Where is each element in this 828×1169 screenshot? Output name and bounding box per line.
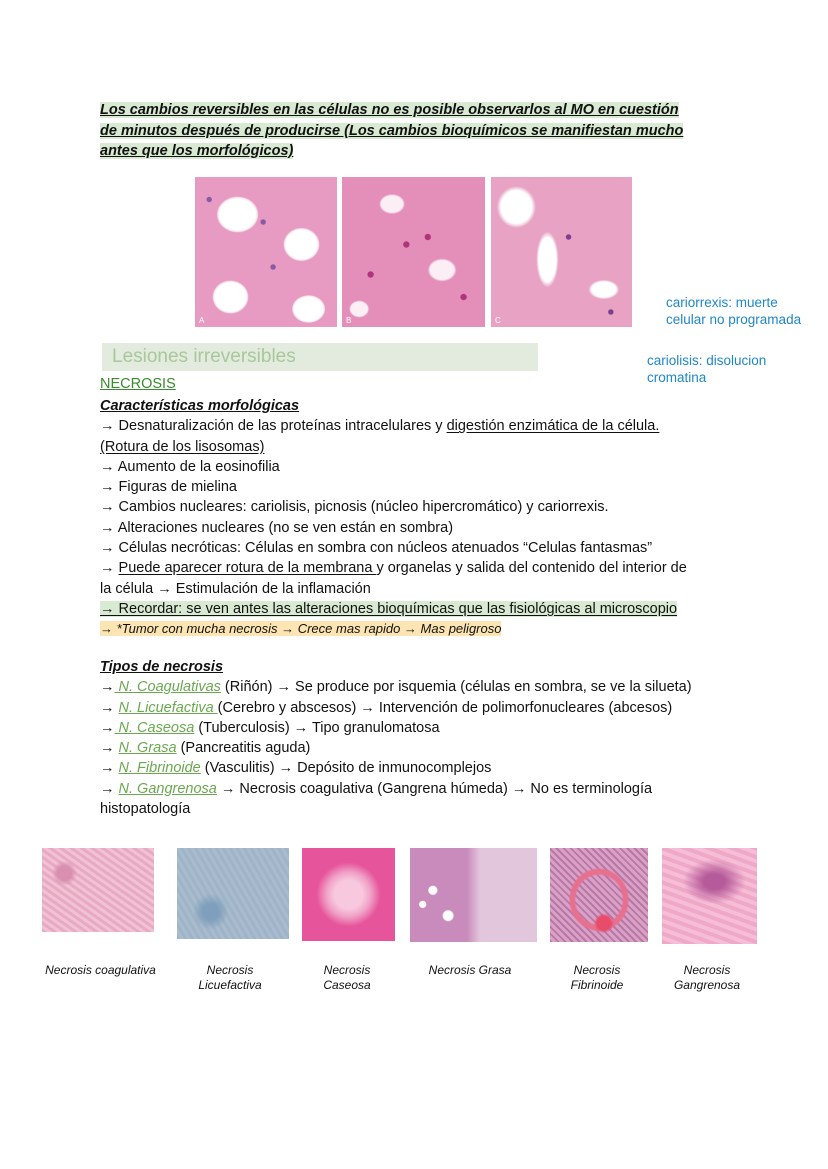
side-note-cariorrexis: cariorrexis: muerte celular no programada [666, 295, 802, 327]
intro-line-1: Los cambios reversibles en las células no es posible observarlos al MO en cuestión [100, 102, 679, 118]
list-item: → Figuras de mielina [100, 479, 237, 496]
thumbnail-gangrenosa [662, 848, 757, 944]
list-item-recordar: → Recordar: se ven antes las alteraciones bioquímicas que las fisiológicas al microscopio [100, 600, 678, 617]
section-heading-lesiones-irreversibles: Lesiones irreversibles [102, 343, 538, 371]
caption-gangrenosa: Necrosis Gangrenosa [673, 963, 741, 992]
list-item: → N. Caseosa (Tuberculosis) → Tipo granulomatosa [100, 719, 440, 736]
caption-coagulativa: Necrosis coagulativa [45, 963, 156, 977]
histology-panel-b [342, 177, 485, 327]
thumbnail-grasa [410, 848, 537, 942]
histology-panel-a [195, 177, 337, 327]
list-item: → N. Fibrinoide (Vasculitis) → Depósito de inmunocomplejos [100, 760, 492, 777]
panel-label-a: A [199, 316, 205, 325]
list-item: la célula → Estimulación de la inflamación [100, 580, 371, 597]
link-licuefactiva[interactable]: N. Licuefactiva [118, 699, 218, 716]
list-item: → N. Coagulativas (Riñón) → Se produce por isquemia (células en sombra, se ve la silueta) [100, 679, 692, 696]
tipos-section [100, 657, 740, 819]
list-item: → Alteraciones nucleares (no se ven están en sombra) [100, 519, 454, 536]
link-caseosa[interactable]: N. Caseosa [114, 719, 195, 736]
caption-grasa: Necrosis Grasa [428, 963, 512, 977]
caracteristicas-section [100, 396, 740, 640]
intro-line-3: antes que los morfológicos) [100, 143, 294, 159]
list-item: → N. Licuefactiva (Cerebro y abscesos) → Intervención de polimorfonucleares (abcesos) [100, 699, 673, 716]
thumbnail-coagulativa [42, 848, 154, 932]
thumbnail-caseosa [302, 848, 395, 941]
caption-caseosa: Necrosis Caseosa [323, 963, 371, 992]
panel-label-b: B [346, 316, 352, 325]
caracteristicas-title: Características morfológicas [100, 398, 300, 414]
list-item: → Cambios nucleares: cariolisis, picnosis (núcleo hipercromático) y cariorrexis. [100, 499, 609, 516]
panel-label-c: C [495, 316, 501, 325]
link-fibrinoide[interactable]: N. Fibrinoide [118, 760, 201, 777]
list-item: histopatología [100, 801, 191, 818]
list-item: → N. Gangrenosa → Necrosis coagulativa (Gangrena húmeda) → No es terminología [100, 780, 653, 797]
list-item: → Puede aparecer rotura de la membrana y organelas y salida del contenido del interior de [100, 560, 687, 577]
thumbnail-licuefactiva [177, 848, 289, 939]
list-item-tumor: → *Tumor con mucha necrosis → Crece mas rapido → Mas peligroso [100, 621, 502, 637]
link-grasa[interactable]: N. Grasa [118, 740, 177, 757]
list-item: → N. Grasa (Pancreatitis aguda) [100, 740, 311, 757]
caption-fibrinoide: Necrosis Fibrinoide [570, 963, 624, 992]
intro-line-2: de minutos después de producirse (Los cambios bioquímicos se manifiestan mucho [100, 122, 684, 139]
list-item: → Células necróticas: Células en sombra con núcleos atenuados “Celulas fantasmas” [100, 540, 653, 557]
link-coagulativas[interactable]: N. Coagulativas [114, 679, 221, 696]
intro-paragraph [100, 100, 720, 162]
side-note-cariolisis: cariolisis: disolucion cromatina [647, 353, 767, 385]
caption-licuefactiva: Necrosis Licuefactiva [198, 963, 262, 992]
list-item: → Aumento de la eosinofilia [100, 458, 280, 475]
list-item: → Desnaturalización de las proteínas intracelulares y digestión enzimática de la célula. (Rotura de los lisosomas) [100, 418, 660, 455]
thumbnail-fibrinoide [550, 848, 648, 942]
tipos-title: Tipos de necrosis [100, 659, 224, 675]
histology-panel-c [491, 177, 632, 327]
link-gangrenosa[interactable]: N. Gangrenosa [118, 780, 217, 797]
necrosis-heading: NECROSIS [100, 376, 176, 392]
